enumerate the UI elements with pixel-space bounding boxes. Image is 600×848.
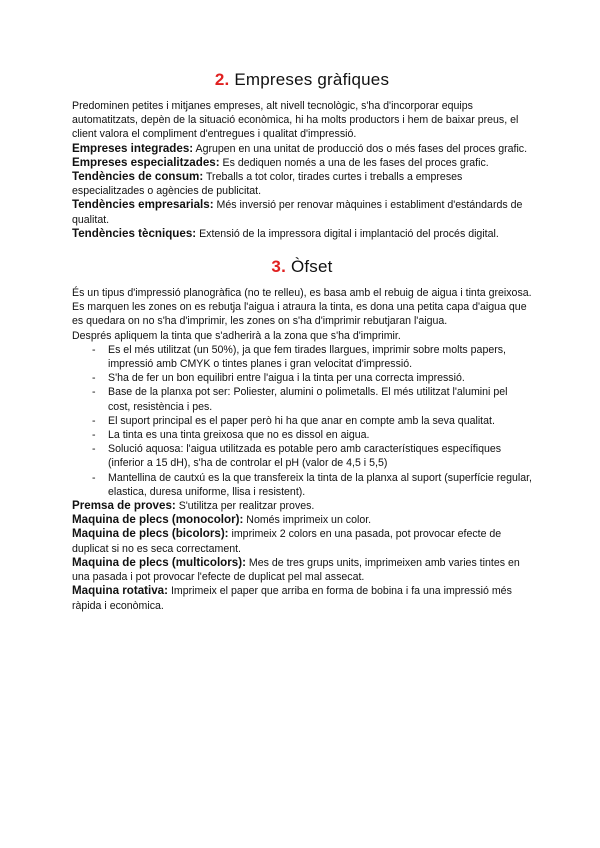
list-item-text: La tinta es una tinta greixosa que no es dissol en aigua. [108, 429, 370, 442]
list-item [72, 442, 532, 470]
section-title: Empreses gràfiques [234, 70, 390, 89]
definition-term: Tendències empresarials: [72, 198, 214, 212]
definition-item [72, 170, 532, 198]
definition-term: Empreses integrades: [72, 141, 194, 155]
definition-item [72, 142, 532, 156]
definition-item [72, 156, 532, 170]
bullet-list [72, 343, 532, 499]
document-page [72, 70, 532, 613]
section-title: Òfset [290, 257, 333, 277]
dash-icon: - [92, 414, 96, 427]
dash-icon: - [92, 429, 96, 442]
dash-icon: - [92, 386, 96, 399]
definition-text: Treballs a tot color, tirades curtes i treballs a empreses especialitzades o agències de publicitat. [72, 171, 463, 198]
definition-term: Maquina rotativa: [72, 584, 168, 598]
list-item [72, 471, 532, 499]
section-heading-empreses [72, 70, 532, 90]
definition-text: Més inversió per renovar màquines i establiment d'estándards de qualitat. [72, 199, 523, 226]
list-item-text: Base de la planxa pot ser: Poliester, alumini o polimetalls. El més utilitzat l'alumini pel cost, resistència i pes. [108, 386, 508, 413]
dash-icon: - [92, 443, 96, 456]
list-item-text: S'ha de fer un bon equilibri entre l'aigua i la tinta per una correcta impressió. [108, 372, 465, 385]
dash-icon: - [92, 343, 96, 356]
dash-icon: - [92, 372, 96, 385]
definition-term: Maquina de plecs (multicolors): [72, 555, 246, 569]
definition-text: imprimeix 2 colors en una pasada, pot provocar efecte de duplicat si no es seca correctament. [72, 528, 502, 555]
body-paragraph: És un tipus d'impressió planogràfica (no te relleu), es basa amb el rebuig de aigua i tinta greixosa. [72, 287, 532, 300]
list-item [72, 385, 532, 413]
definition-item [72, 584, 532, 612]
definition-term: Empreses especialitzades: [72, 155, 220, 169]
definition-item [72, 227, 532, 241]
intro-paragraph: Predominen petites i mitjanes empreses, alt nivell tecnològic, s'ha d'incorporar equips automatitzats, depèn de la situació econòmica, hi ha molts productors i hem de baixar preus, el client valora el compliment d'entregues i qualitat d'impressió. [72, 100, 519, 141]
dash-icon: - [92, 471, 96, 484]
definition-term: Maquina de plecs (bicolors): [72, 527, 229, 541]
definition-item [72, 198, 532, 226]
definition-text: Es dediquen només a una de les fases del proces grafic. [222, 156, 489, 169]
list-item-text: El suport principal es el paper però hi ha que anar en compte amb la seva qualitat. [108, 414, 495, 427]
list-item [72, 414, 532, 428]
definition-term: Premsa de proves: [72, 499, 176, 513]
definition-term: Tendències tècniques: [72, 226, 197, 240]
definition-term: Maquina de plecs (monocolor): [72, 513, 244, 527]
section-number: 2. [214, 70, 230, 89]
list-item-text: Solució aquosa: l'aigua utilitzada es potable pero amb característiques específiques (inferior a 15 dH), s'ha de controlar el pH (valor de 4,5 i 5,5) [108, 443, 502, 470]
definition-term: Tendències de consum: [72, 170, 204, 184]
definition-item [72, 499, 532, 513]
section-heading-ofset [72, 257, 532, 277]
definition-item [72, 556, 532, 584]
definition-text: Agrupen en una unitat de producció dos o més fases del proces grafic. [195, 142, 528, 155]
definition-text: Extensió de la impressora digital i implantació del procés digital. [199, 227, 499, 240]
definition-text: Imprimeix el paper que arriba en forma de bobina i fa una impressió més ràpida i econòmica. [72, 585, 512, 612]
list-item-text: Mantellina de cautxú es la que transfereix la tinta de la planxa al suport (superfície regular, elastica, duresa uniforme, llisa i resistent). [108, 471, 532, 498]
body-paragraph: Després apliquem la tinta que s'adherirà a la zona que s'ha d'imprimir. [72, 329, 401, 342]
body-paragraph: Es marquen les zones on es rebutja l'aigua i atraura la tinta, es dona una petita capa d'aigua que es quedara on no s'ha d'imprimir, les zones on s'ha d'imprimir rebutjaran l'aigua. [72, 301, 527, 328]
section-number: 3. [271, 257, 286, 277]
list-item [72, 343, 532, 371]
definition-text: Mes de tres grups units, imprimeixen amb varies tintes en una pasada i pot provocar l'efecte de duplicat pel mal assecat. [72, 556, 520, 584]
list-item [72, 428, 532, 442]
definition-text: Només imprimeix un color. [246, 514, 372, 527]
definition-item [72, 513, 532, 527]
definition-text: S'utilitza per realitzar proves. [178, 500, 315, 513]
list-item [72, 371, 532, 385]
definition-item [72, 527, 532, 555]
list-item-text: Es el més utilitzat (un 50%), ja que fem tirades llargues, imprimir sobre molts papers, impressió amb CMYK o tintes planes i gran velocitat d'impressió. [108, 343, 507, 371]
